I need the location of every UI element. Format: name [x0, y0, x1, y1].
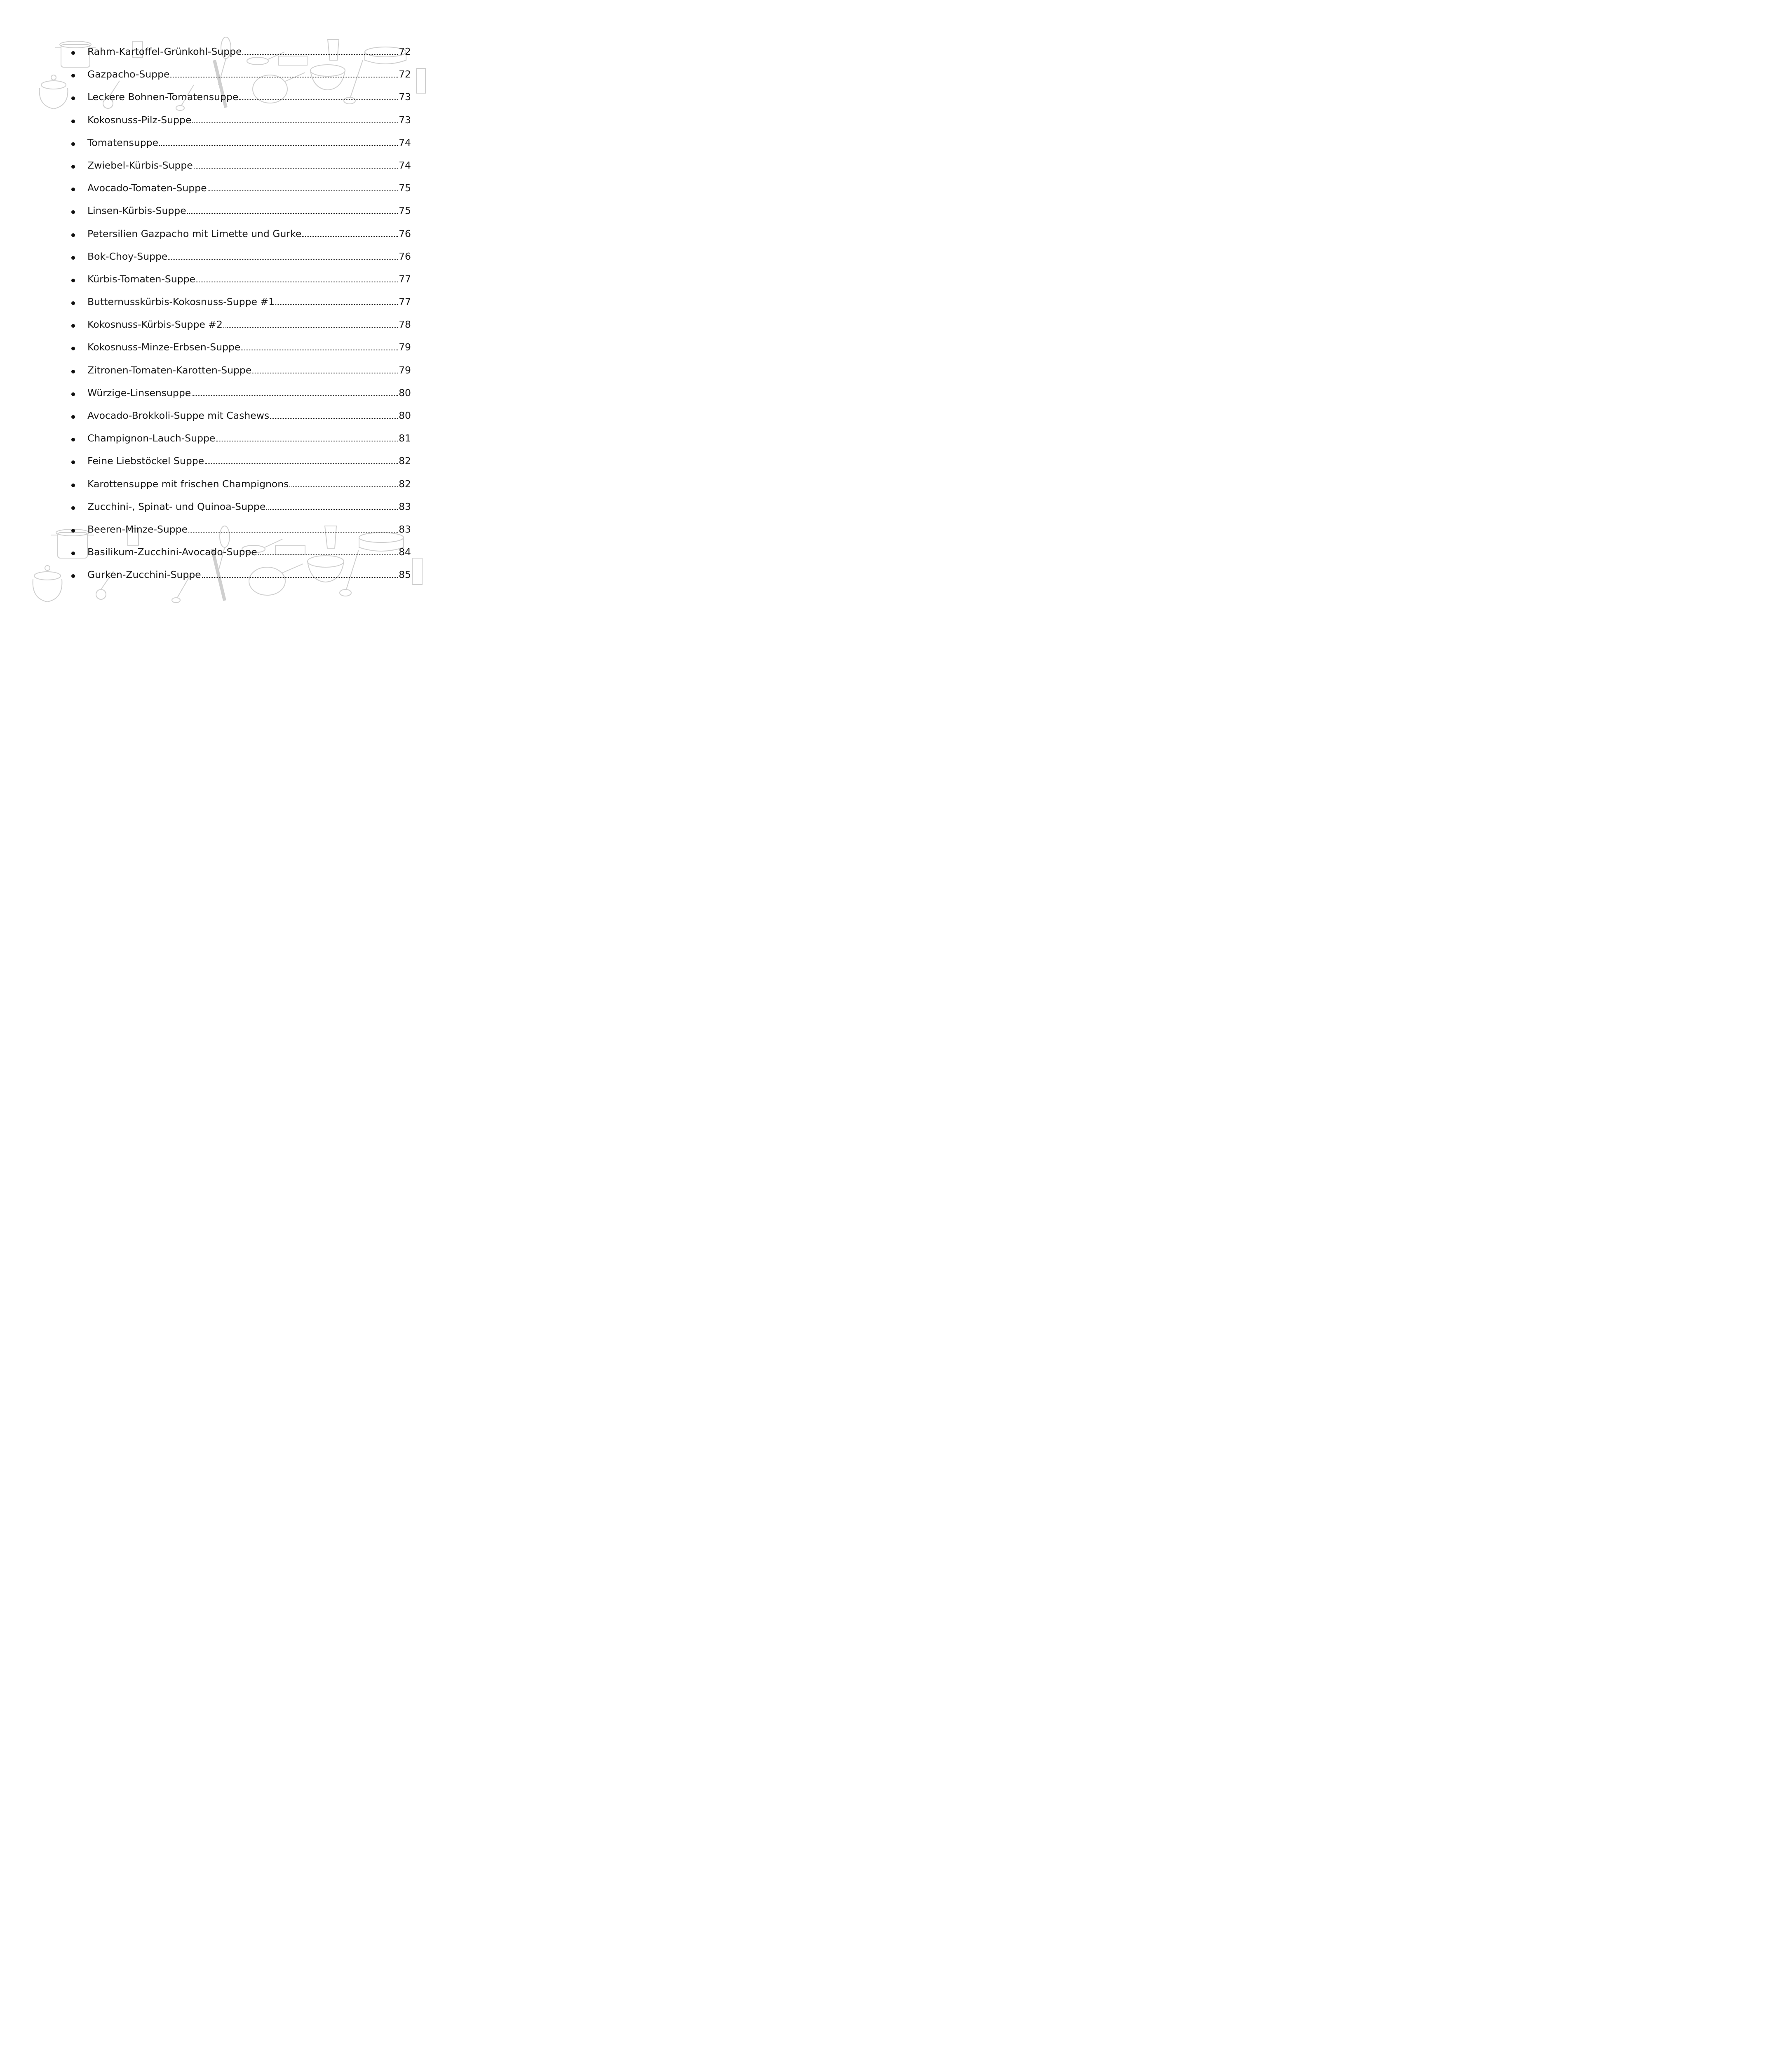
dot-leader: [194, 168, 398, 169]
toc-entry[interactable]: [68, 40, 411, 63]
toc-entry-title: Feine Liebstöckel Suppe: [87, 455, 204, 467]
table-of-contents: [68, 40, 411, 587]
dot-leader: [168, 259, 398, 260]
toc-entry-title: Kokosnuss-Pilz-Suppe: [87, 114, 192, 126]
toc-entry[interactable]: [68, 63, 411, 86]
bullet-icon: [71, 392, 75, 396]
lidded-pot-icon: [40, 75, 68, 109]
toc-entry-page: 77: [399, 296, 411, 308]
toc-entry-page: 80: [399, 410, 411, 421]
toc-entry[interactable]: [68, 245, 411, 268]
toc-entry-page: 84: [399, 546, 411, 558]
grater-icon: [412, 558, 422, 584]
dot-leader: [289, 486, 398, 487]
dot-leader: [270, 418, 398, 419]
toc-entry[interactable]: [68, 154, 411, 177]
toc-entry-title: Avocado-Tomaten-Suppe: [87, 182, 207, 194]
toc-entry-title: Petersilien Gazpacho mit Limette und Gurke: [87, 228, 302, 239]
dot-leader: [202, 577, 398, 578]
toc-entry[interactable]: [68, 541, 411, 563]
dot-leader: [275, 304, 398, 305]
toc-entry[interactable]: [68, 109, 411, 131]
dot-leader: [223, 327, 398, 328]
dot-leader: [192, 122, 398, 123]
toc-entry[interactable]: [68, 404, 411, 427]
bullet-icon: [71, 574, 75, 578]
toc-entry-page: 75: [399, 182, 411, 194]
dot-leader: [192, 395, 398, 396]
toc-entry-title: Kokosnuss-Kürbis-Suppe #2: [87, 319, 223, 331]
toc-entry[interactable]: [68, 427, 411, 450]
toc-entry[interactable]: [68, 291, 411, 313]
toc-entry-title: Tomatensuppe: [87, 136, 159, 148]
dot-leader: [205, 463, 398, 464]
toc-entry[interactable]: [68, 86, 411, 108]
bullet-icon: [71, 506, 75, 510]
toc-entry-title: Avocado-Brokkoli-Suppe mit Cashews: [87, 410, 270, 421]
toc-entry-page: 76: [399, 250, 411, 262]
bullet-icon: [71, 51, 75, 55]
bullet-icon: [71, 484, 75, 487]
dot-leader: [258, 554, 398, 555]
toc-entry-page: 79: [399, 364, 411, 376]
toc-entry-page: 74: [399, 159, 411, 171]
toc-entry-page: 74: [399, 136, 411, 148]
toc-entry[interactable]: [68, 450, 411, 472]
toc-entry-page: 72: [399, 46, 411, 57]
toc-entry-page: 85: [399, 569, 411, 581]
toc-entry[interactable]: [68, 131, 411, 154]
toc-entry-title: Champignon-Lauch-Suppe: [87, 432, 216, 444]
toc-entry-title: Butternusskürbis-Kokosnuss-Suppe #1: [87, 296, 275, 308]
toc-entry-title: Zitronen-Tomaten-Karotten-Suppe: [87, 364, 252, 376]
dot-leader: [266, 509, 398, 510]
toc-entry[interactable]: [68, 518, 411, 541]
bullet-icon: [71, 438, 75, 441]
bullet-icon: [71, 142, 75, 146]
lidded-pot-icon: [33, 566, 62, 602]
toc-entry[interactable]: [68, 200, 411, 222]
dot-leader: [242, 54, 398, 55]
toc-entry-title: Zucchini-, Spinat- und Quinoa-Suppe: [87, 500, 266, 512]
toc-entry-page: 75: [399, 205, 411, 217]
grater-icon: [416, 68, 425, 93]
bullet-icon: [71, 301, 75, 305]
dot-leader: [239, 99, 398, 100]
toc-entry[interactable]: [68, 313, 411, 336]
bullet-icon: [71, 324, 75, 328]
toc-entry[interactable]: [68, 495, 411, 518]
bullet-icon: [71, 460, 75, 464]
toc-entry-page: 72: [399, 68, 411, 80]
bullet-icon: [71, 370, 75, 373]
toc-entry-title: Linsen-Kürbis-Suppe: [87, 205, 186, 217]
toc-entry-title: Basilikum-Zucchini-Avocado-Suppe: [87, 546, 257, 558]
bullet-icon: [71, 188, 75, 191]
bullet-icon: [71, 120, 75, 123]
dot-leader: [159, 145, 398, 146]
toc-entry-page: 76: [399, 228, 411, 239]
toc-entry-page: 78: [399, 319, 411, 331]
toc-entry-page: 82: [399, 478, 411, 490]
toc-entry-page: 73: [399, 114, 411, 126]
toc-entry-page: 83: [399, 500, 411, 512]
toc-entry-page: 77: [399, 273, 411, 285]
bullet-icon: [71, 529, 75, 533]
toc-entry-page: 82: [399, 455, 411, 467]
toc-entry-title: Karottensuppe mit frischen Champignons: [87, 478, 289, 490]
bullet-icon: [71, 233, 75, 237]
toc-entry-title: Kokosnuss-Minze-Erbsen-Suppe: [87, 341, 241, 353]
bullet-icon: [71, 210, 75, 214]
toc-entry-title: Beeren-Minze-Suppe: [87, 523, 188, 535]
toc-entry-page: 79: [399, 341, 411, 353]
toc-entry-title: Rahm-Kartoffel-Grünkohl-Suppe: [87, 46, 242, 57]
toc-entry-title: Gazpacho-Suppe: [87, 68, 170, 80]
toc-entry-title: Zwiebel-Kürbis-Suppe: [87, 159, 193, 171]
dot-leader: [187, 213, 398, 214]
toc-entry-page: 80: [399, 387, 411, 399]
bullet-icon: [71, 279, 75, 282]
toc-entry-page: 81: [399, 432, 411, 444]
toc-entry[interactable]: [68, 223, 411, 245]
toc-entry[interactable]: [68, 336, 411, 359]
bullet-icon: [71, 347, 75, 350]
dot-leader: [188, 532, 398, 533]
bullet-icon: [71, 165, 75, 169]
bullet-icon: [71, 256, 75, 260]
toc-entry-title: Kürbis-Tomaten-Suppe: [87, 273, 195, 285]
dot-leader: [208, 190, 398, 191]
bullet-icon: [71, 96, 75, 100]
bullet-icon: [71, 552, 75, 555]
toc-entry-title: Bok-Choy-Suppe: [87, 250, 168, 262]
toc-entry[interactable]: [68, 268, 411, 291]
toc-entry-page: 83: [399, 523, 411, 535]
toc-entry-title: Würzige-Linsensuppe: [87, 387, 191, 399]
toc-entry[interactable]: [68, 177, 411, 200]
toc-entry[interactable]: [68, 563, 411, 586]
dot-leader: [302, 236, 398, 237]
toc-entry-page: 73: [399, 91, 411, 103]
toc-entry-title: Leckere Bohnen-Tomatensuppe: [87, 91, 239, 103]
bullet-icon: [71, 74, 75, 77]
bullet-icon: [71, 415, 75, 419]
toc-entry-title: Gurken-Zucchini-Suppe: [87, 569, 201, 581]
toc-entry[interactable]: [68, 382, 411, 404]
toc-entry[interactable]: [68, 473, 411, 495]
toc-entry[interactable]: [68, 359, 411, 382]
